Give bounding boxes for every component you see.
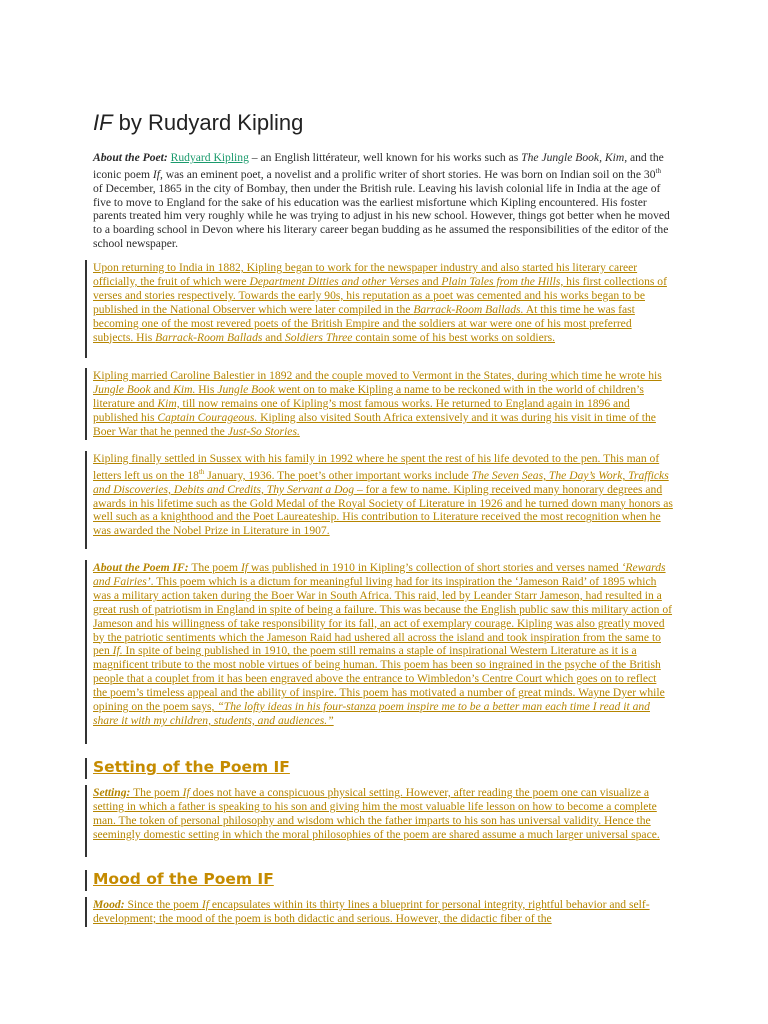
mood-paragraph: Mood: Since the poem If encapsulates within its thirty lines a blueprint for personal integrity, rightful behavior and self-development; the mood of the poem is both didactic and serious. However, the didactic fiber of the <box>93 898 650 925</box>
change-bar <box>85 260 87 358</box>
marriage-paragraph: Kipling married Caroline Balestier in 1892 and the couple moved to Vermont in the States, during which time he wrote his Jungle Book and Kim. His Jungle Book went on to make Kipling a name to be reckoned with in the world of children’s literature and Kim, till now remains one of Kipling’s most famous works. He returned to England again in 1896 and published his Captain Courageous. Kipling also visited South Africa extensively and it was during his visit in time of the Boer War that he penned the Just-So Stories. <box>93 369 662 438</box>
change-bar <box>85 451 87 549</box>
about-poem-paragraph: About the Poem IF: The poem If was published in 1910 in Kipling’s collection of short stories and verses named ‘Rewards and Fairies’. This poem which is a dictum for meaningful living had for its inspiration the ‘Jameson Raid’ of 1895 which was a military action taken during the Boer War in South Africa. This raid, led by Leander Starr Jameson, had resulted in a great rush of patriotism in England in spite of being a failure. This was because the English public saw this military action of Jameson and his willingness of take responsibility for its fall, an act of exemplary courage. Kipling was also greatly moved by the patriotic sentiments which the Jameson Raid had ushered all across the island and took inspiration from the same to pen If. In spite of being published in 1910, the poem still remains a staple of inspirational Western Literature as it is a magnificent tribute to the most noble virtues of being human. This poem has been so ingrained in the psyche of the British people that a couplet from it has been engraved above the entrance to Wimbledon’s Centre Court which goes on to reflect the poem’s timeless appeal and the ability of inspire. This poem has motivated a number of great minds. Wayne Dyer while opining on the poem says, “The lofty ideas in his four-stanza poem inspire me to be a better man each time I read it and share it with my children, students, and audiences.” <box>93 561 673 727</box>
early-career-paragraph: Upon returning to India in 1882, Kipling began to work for the newspaper industry and also started his literary career officially, the fruit of which were Department Ditties and other Verses and Plain Tales from the Hills, his first collections of verses and stories respectively. Towards the early 90s, his reputation as a poet was cemented and his works began to be published in the National Observer which were later compiled in the Barrack-Room Ballads. At this time he was fast becoming one of the most revered poets of the British Empire and the soldiers at war were one of his most preferred subjects. His Barrack-Room Ballads and Soldiers Three contain some of his best works on soldiers. <box>93 261 667 344</box>
change-bar <box>85 897 87 927</box>
page-title: IF by Rudyard Kipling <box>93 110 304 135</box>
about-poet-paragraph: About the Poet: Rudyard Kipling – an English littérateur, well known for his works such as The Jungle Book, Kim, and the iconic poem If, was an eminent poet, a novelist and a prolific writer of short stories. He was born on Indian soil on the 30th of December, 1865 in the city of Bombay, then under the British rule. Leaving his lavish colonial life in India at the age of five to move to England for the sake of his education was the earliest misfortune which Kipling encountered. His foster parents treated him very roughly while he was trying to adjust in his new school. However, things got better when he moved to a boarding school in Devon where his literary career began budding as he assumed the responsibilities of the editor of the school newspaper. <box>93 151 670 251</box>
change-bar <box>85 758 87 779</box>
setting-heading: Setting of the Poem IF <box>93 758 290 776</box>
change-bar <box>85 785 87 857</box>
mood-heading: Mood of the Poem IF <box>93 870 274 888</box>
later-life-paragraph: Kipling finally settled in Sussex with his family in 1992 where he spent the rest of his life devoted to the pen. This man of letters left us on the 18th January, 1936. The poet’s other important works include The Seven Seas, The Day’s Work, Trafficks and Discoveries, Debits and Credits, Thy Servant a Dog – for a few to name. Kipling received many honorary degrees and awards in his lifetime such as the Gold Medal of the Royal Society of Literature in 1926 and he turned down many honors as well such as a knighthood and the Poet Laureateship. His contribution to Literature received the most recognition when he was awarded the Nobel Prize in Literature in 1907. <box>93 452 673 538</box>
change-bar <box>85 870 87 891</box>
change-bar <box>85 560 87 744</box>
change-bar <box>85 368 87 440</box>
rudyard-kipling-link[interactable]: Rudyard Kipling <box>170 151 249 164</box>
setting-paragraph: Setting: The poem If does not have a conspicuous physical setting. However, after reading the poem one can visualize a setting in which a father is speaking to his son and giving him the most valuable life lesson on how to become a complete man. The token of personal philosophy and wisdom which the father imparts to his son has universal validity. Hence the seemingly domestic setting in which the moral philosophies of the poem are shared assume a much larger universal space. <box>93 786 660 841</box>
